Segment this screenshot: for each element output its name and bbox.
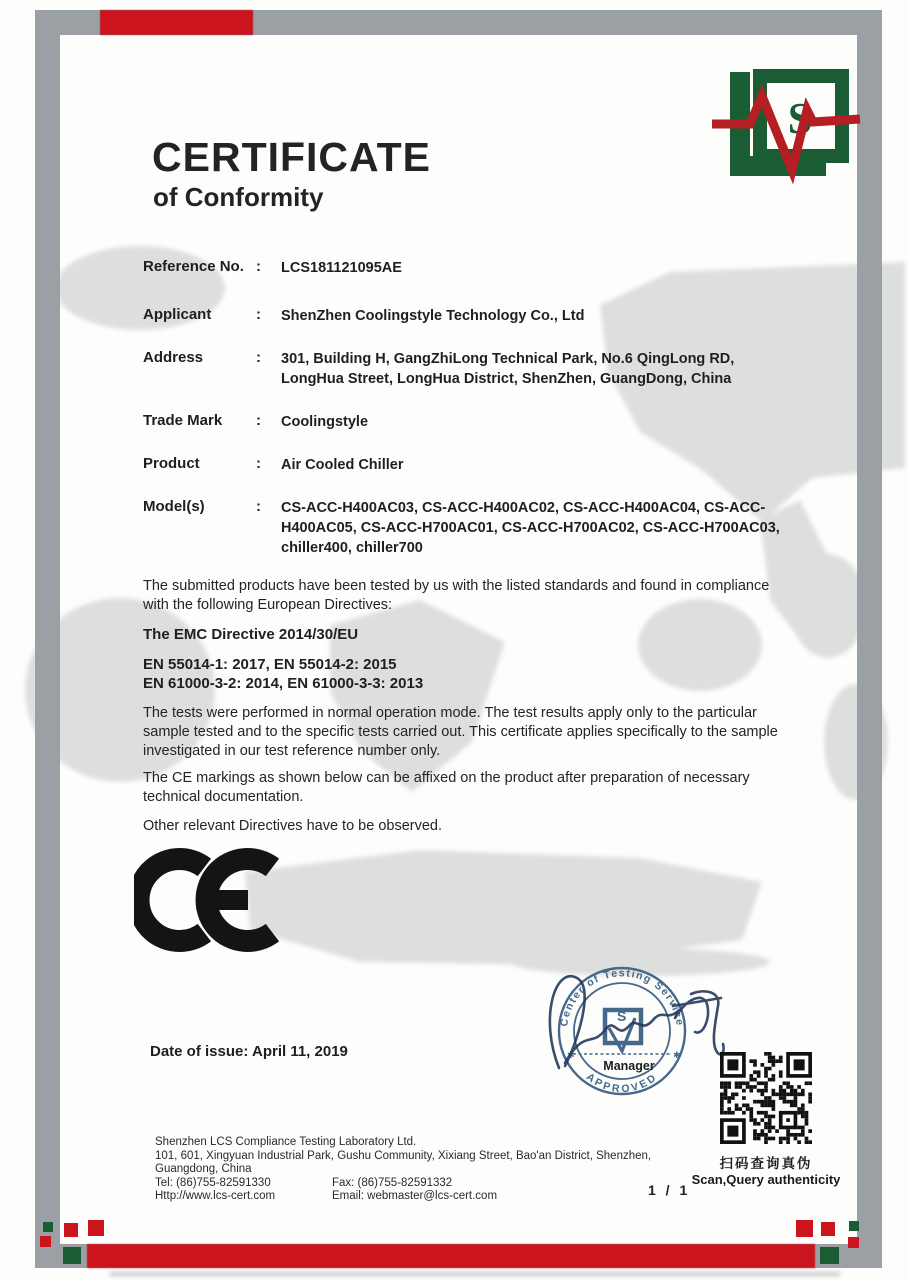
manager-label: Manager <box>603 1059 655 1073</box>
field-value: Air Cooled Chiller <box>281 457 404 473</box>
field-value: 301, Building H, GangZhiLong Technical Park, No.6 QingLong RD, LongHua Street, LongHua District, ShenZhen, GuangDong, China <box>281 351 735 387</box>
stamp-star: ✱ <box>567 1050 575 1060</box>
footer-website: Http://www.lcs-cert.com <box>155 1190 276 1202</box>
qr-caption-en: Scan,Query authenticity <box>691 1172 841 1187</box>
certificate-subtitle: of Conformity <box>153 182 324 212</box>
stamp-arc-top-text: Center of Testing Service <box>558 967 686 1028</box>
date-value: April 11, 2019 <box>251 1043 348 1060</box>
qr-code <box>720 1052 812 1144</box>
field-colon: : <box>256 306 261 323</box>
field-label: Reference No. <box>143 258 244 275</box>
field-row-product <box>143 455 793 475</box>
field-colon: : <box>256 412 261 429</box>
page-number: 1 / 1 <box>648 1182 691 1198</box>
stamp-arc-bottom-text: APPROVED <box>583 1070 661 1096</box>
certificate-title: CERTIFICATE <box>152 134 432 180</box>
field-colon: : <box>256 455 261 472</box>
field-label: Address <box>143 349 204 366</box>
field-value: CS-ACC-H400AC03, CS-ACC-H400AC02, CS-ACC-H400AC04, CS-ACC-H400AC05, CS-ACC-H700AC01, CS-ACC-H700AC02, CS-ACC-H700AC03, chiller400, chiller700 <box>281 500 780 556</box>
field-row-models <box>143 498 793 558</box>
footer-company: Shenzhen LCS Compliance Testing Laboratory Ltd. <box>155 1136 417 1148</box>
tests-paragraph: The tests were performed in normal operation mode. The test results apply only to the particular sample tested and to the specific tests carried out. This certificate applies specifically to the sample investigated in our test reference number only. <box>143 705 778 759</box>
footer-email: Email: webmaster@lcs-cert.com <box>332 1190 498 1202</box>
ce-markings-paragraph: The CE markings as shown below can be affixed on the product after preparation of necessary technical documentation. <box>143 770 750 805</box>
footer-tel: Tel: (86)755-82591330 <box>155 1176 271 1189</box>
standards-line: EN 61000-3-2: 2014, EN 61000-3-3: 2013 <box>143 675 424 692</box>
stamp-star: ✱ <box>673 1050 681 1060</box>
field-row-trademark <box>143 412 793 432</box>
svg-text:APPROVED <box>584 1071 660 1095</box>
field-value: Coolingstyle <box>281 414 369 430</box>
field-label: Trade Mark <box>143 412 223 429</box>
ce-mark-icon <box>134 846 284 954</box>
stamp-center-letter: S <box>617 1008 627 1024</box>
field-colon: : <box>256 498 261 515</box>
other-directives-line: Other relevant Directives have to be observed. <box>143 818 443 834</box>
footer-block <box>155 1136 715 1204</box>
field-label: Product <box>143 455 200 472</box>
field-label: Model(s) <box>143 498 205 515</box>
field-value: LCS181121095AE <box>281 260 402 276</box>
emc-directive-heading: The EMC Directive 2014/30/EU <box>143 626 359 643</box>
field-value: ShenZhen Coolingstyle Technology Co., Ltd <box>281 308 585 324</box>
field-row-reference <box>143 258 793 278</box>
lcs-logo-icon <box>712 62 862 192</box>
footer-address-line1: 101, 601, Xingyuan Industrial Park, Gushu Community, Xixiang Street, Bao'an District, Shenzhen, <box>155 1149 652 1162</box>
field-colon: : <box>256 258 261 275</box>
qr-caption-zh: 扫码查询真伪 <box>719 1156 813 1171</box>
intro-paragraph: The submitted products have been tested by us with the listed standards and found in compliance with the following European Directives: <box>143 578 770 613</box>
footer-address-line2: Guangdong, China <box>155 1163 252 1175</box>
field-colon: : <box>256 349 261 366</box>
date-of-issue <box>150 1043 348 1060</box>
svg-text:S: S <box>787 94 813 143</box>
field-label: Applicant <box>143 306 212 323</box>
standards-line: EN 55014-1: 2017, EN 55014-2: 2015 <box>143 656 397 673</box>
footer-fax: Fax: (86)755-82591332 <box>332 1176 453 1189</box>
date-label: Date of issue: <box>150 1043 249 1060</box>
field-row-address <box>143 349 793 389</box>
field-row-applicant <box>143 306 793 326</box>
